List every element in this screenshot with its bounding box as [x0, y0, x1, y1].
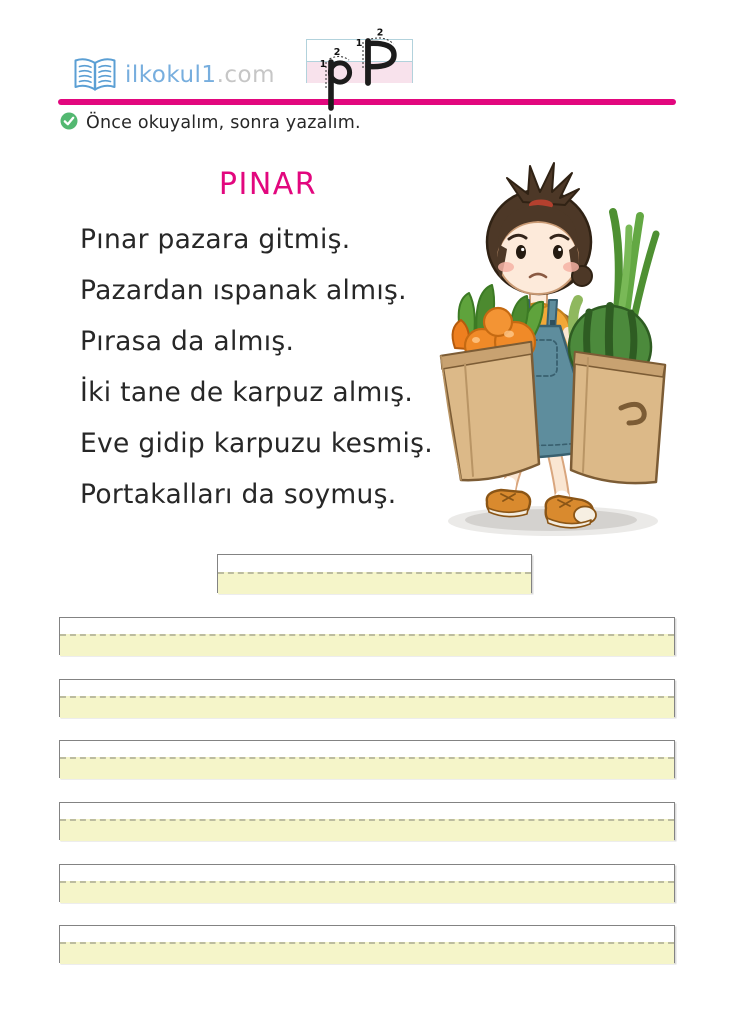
practice-letters — [301, 26, 418, 116]
story-line: Portakalları da soymuş. — [80, 479, 397, 510]
writing-line — [217, 554, 532, 593]
short-writing-line-wrap — [217, 554, 532, 593]
writing-line-lower — [60, 757, 674, 779]
story-line: İki tane de karpuz almış. — [80, 377, 414, 408]
instruction-text: Önce okuyalım, sonra yazalım. — [86, 113, 361, 133]
full-lines-container — [59, 617, 675, 987]
logo-site-name: ilkokul1 — [125, 62, 217, 88]
story-title: PINAR — [218, 167, 318, 202]
girl-head — [487, 163, 592, 294]
writing-line-upper — [60, 865, 674, 881]
girl-face — [498, 222, 578, 294]
open-book-icon — [72, 56, 118, 94]
left-grocery-bag — [441, 342, 539, 480]
story-text — [80, 214, 480, 520]
shoe — [546, 496, 596, 528]
logo-domain-suffix: .com — [216, 62, 276, 88]
blush — [498, 262, 514, 272]
right-grocery-bag — [571, 352, 665, 483]
eye — [553, 245, 563, 259]
writing-line-upper — [60, 803, 674, 819]
writing-line-lower — [60, 634, 674, 656]
check-circle-icon — [60, 112, 78, 134]
shoe — [487, 490, 530, 517]
writing-line-lower — [60, 942, 674, 964]
writing-line-upper — [60, 618, 674, 634]
story-line: Eve gidip karpuzu kesmiş. — [80, 428, 433, 459]
writing-line — [59, 740, 675, 778]
writing-line-lower — [60, 819, 674, 841]
logo-text — [125, 62, 275, 88]
letter-P-bowl — [368, 43, 394, 66]
eye — [516, 245, 526, 259]
stroke-number: 2 — [376, 27, 384, 39]
writing-line — [59, 864, 675, 902]
writing-line — [59, 925, 675, 963]
writing-line — [59, 617, 675, 655]
writing-line-upper — [60, 680, 674, 696]
blush — [563, 262, 579, 272]
writing-line-lower — [218, 572, 531, 594]
site-logo — [72, 56, 275, 94]
story-line: Pınar pazara gitmiş. — [80, 224, 351, 255]
writing-line — [59, 802, 675, 840]
story-line: Pazardan ıspanak almış. — [80, 275, 407, 306]
story-line: Pırasa da almış. — [80, 326, 295, 357]
writing-line-lower — [60, 881, 674, 903]
stroke-number: 2 — [333, 47, 341, 58]
writing-line-lower — [60, 696, 674, 718]
stroke-number: 1 — [319, 59, 327, 70]
writing-line — [59, 679, 675, 717]
writing-line-upper — [60, 926, 674, 942]
stroke-number: 1 — [355, 38, 363, 49]
girl-with-grocery-bags-illustration — [425, 150, 685, 540]
writing-line-upper — [60, 741, 674, 757]
writing-line-upper — [218, 555, 531, 572]
